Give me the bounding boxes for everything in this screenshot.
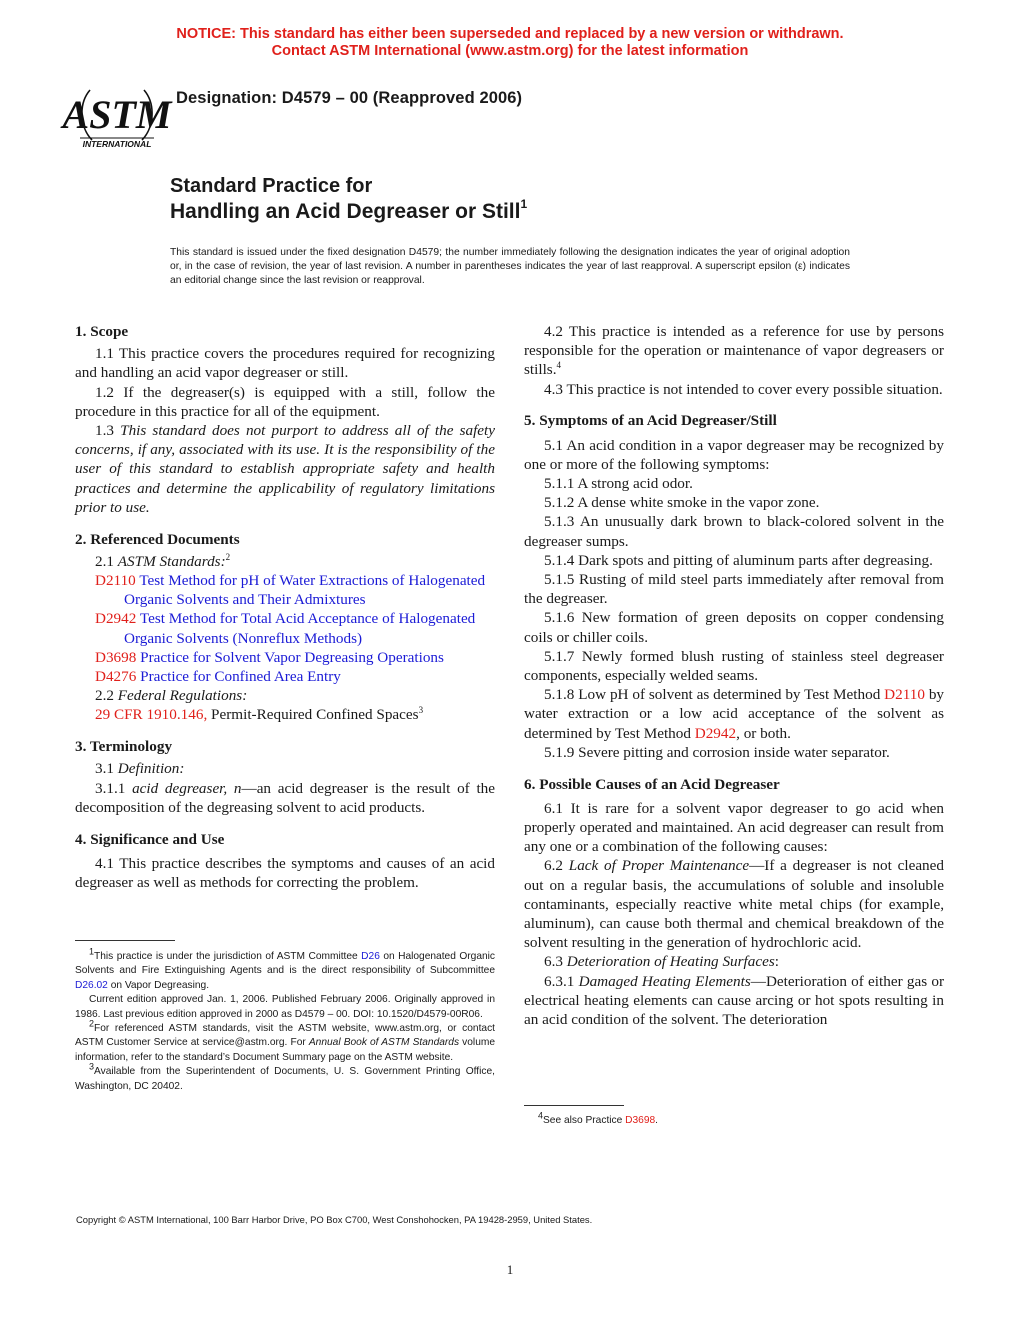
section-heading-terminology: 3. Terminology: [75, 738, 173, 756]
section-heading-symptoms: 5. Symptoms of an Acid Degreaser/Still: [524, 412, 777, 430]
para-3-1-text: Definition:: [117, 760, 185, 778]
svg-text:INTERNATIONAL: INTERNATIONAL: [82, 139, 152, 149]
para-2-2-text: Federal Regulations:: [117, 687, 248, 705]
designation-intro: This standard is issued under the fixed designation D4579; the number immediately following the designation indicates the year of original adoption or, in the case of revision, the year of last revision. A number in parentheses indicates the year of last reapproval. A superscript epsilon (ε) indicates an editorial change since the last revision or reapproval.: [170, 247, 850, 287]
para-3-1-num: 3.1: [95, 760, 118, 778]
notice-line-1: NOTICE: This standard has either been superseded and replaced by a new version or withdrawn.: [176, 26, 844, 42]
footnote-2-italic: Annual Book of ASTM Standards: [308, 1037, 460, 1049]
para-4-1: 4.1 This practice describes the symptoms and causes of an acid degreaser as well as methods for correcting the problem.: [75, 854, 495, 892]
regulation-title: Permit-Required Confined Spaces: [207, 706, 419, 724]
designation: Designation: D4579 – 00 (Reapproved 2006): [176, 89, 523, 107]
footnote-1-mark: 1: [89, 946, 95, 957]
footnote-4-text: See also Practice: [543, 1115, 626, 1126]
para-6-2-text: —If a degreaser is not cleaned out on a regular basis, the accumulations of soluble and insoluble contaminants, especially reactive white metal chips (for example, aluminum), can cause both thermal and chemical breakdown of the solvent resulting in the generation of hydrochloric acid.: [524, 857, 944, 952]
astm-logo-icon: [62, 76, 172, 150]
para-2-1-text: ASTM Standards:: [117, 552, 226, 570]
reference-code[interactable]: D2110: [95, 572, 136, 590]
section-heading-referenced-documents: 2. Referenced Documents: [75, 530, 240, 548]
copyright-line: Copyright © ASTM International, 100 Barr Harbor Drive, PO Box C700, West Conshohocken, PA 19428-2959, United States.: [76, 1214, 593, 1225]
reference-code[interactable]: D2942: [95, 610, 137, 628]
para-6-2: [524, 856, 944, 952]
footnote-divider: [524, 1105, 624, 1106]
document-title: Handling an Acid Degreaser or Still: [170, 200, 521, 223]
section-heading-significance: 4. Significance and Use: [75, 830, 225, 848]
committee-link[interactable]: D26: [361, 951, 380, 962]
para-5-1-3: 5.1.3 An unusually dark brown to black-colored solvent in the degreaser sumps.: [524, 513, 944, 550]
para-5-1-2: 5.1.2 A dense white smoke in the vapor zone.: [544, 494, 820, 512]
supersession-notice: [0, 26, 1020, 60]
para-6-3-title: Deterioration of Heating Surfaces: [566, 953, 775, 971]
footnote-1: [75, 946, 496, 993]
para-5-1-7: 5.1.7 Newly formed blush rusting of stainless steel degreaser components, especially welded seams.: [524, 647, 944, 685]
para-5-1-8-text: 5.1.8 Low pH of solvent as determined by Test Method: [544, 686, 885, 704]
para-1-3-num: 1.3: [95, 422, 121, 440]
para-5-1-1: 5.1.1 A strong acid odor.: [544, 475, 693, 493]
reference-title[interactable]: Test Method for Total Acid Acceptance of Halogenated Organic Solvents (Nonreflux Methods): [124, 610, 476, 647]
para-4-2: [524, 322, 944, 380]
para-5-1-8: [524, 685, 944, 743]
footnote-3-mark: 3: [89, 1061, 95, 1072]
svg-text:ASTM: ASTM: [62, 92, 172, 137]
para-3-1: [75, 759, 495, 778]
footnote-ref-3[interactable]: 3: [418, 705, 424, 716]
section-heading-scope: 1. Scope: [75, 323, 129, 340]
regulation-item[interactable]: [75, 705, 495, 724]
defined-term: acid degreaser, n: [132, 779, 242, 797]
para-6-3-1-num: 6.3.1: [544, 972, 579, 990]
page-number: 1: [506, 1262, 514, 1277]
footnote-4-end: .: [655, 1115, 658, 1126]
reference-item[interactable]: [75, 571, 495, 609]
reference-title[interactable]: Practice for Confined Area Entry: [140, 668, 341, 686]
left-footnotes: [75, 946, 496, 1094]
footnote-1-text: on Vapor Degreasing.: [107, 979, 210, 991]
para-1-3-text: This standard does not purport to address all of the safety concerns, if any, associated with its use. It is the responsibility of the user of this standard to establish appropriate safety and health practices and determine the applicability of regulatory limitations prior to use.: [75, 422, 496, 516]
footnote-ref-2[interactable]: 2: [225, 551, 231, 562]
footnote-divider: [75, 940, 175, 941]
para-6-2-title: Lack of Proper Maintenance: [568, 857, 750, 875]
definition-text: —an acid degreaser is the result of the decomposition of the degreasing solvent to acid products.: [75, 779, 495, 816]
para-5-1: 5.1 An acid condition in a vapor degreaser may be recognized by one or more of the following symptoms:: [524, 436, 944, 473]
para-5-1-9: 5.1.9 Severe pitting and corrosion inside water separator.: [544, 743, 890, 761]
title-line-2: [170, 199, 527, 224]
notice-line-2: Contact ASTM International (www.astm.org) for the latest information: [271, 43, 749, 59]
para-6-3-num: 6.3: [544, 953, 567, 971]
right-column: [524, 322, 944, 1029]
para-6-3-1-text: —Deterioration of either gas or electrical heating elements can cause arcing or hot spots resulting in an acid condition of the solvent. The deterioration: [524, 972, 945, 1029]
para-6-3: [524, 952, 944, 971]
para-5-1-4: 5.1.4 Dark spots and pitting of aluminum parts after degreasing.: [544, 551, 933, 569]
para-6-2-num: 6.2: [544, 857, 569, 875]
footnote-ref-4[interactable]: 4: [556, 360, 561, 371]
footnote-2: [75, 1018, 496, 1065]
para-6-1: 6.1 It is rare for a solvent vapor degreaser to go acid when properly operated and maintained. An acid degreaser can result from any one or a combination of the following causes:: [524, 799, 944, 856]
test-method-link[interactable]: D2110: [884, 686, 925, 704]
footnote-4: [524, 1110, 944, 1128]
para-5-1-6: 5.1.6 New formation of green deposits on copper condensing coils or chiller coils.: [524, 609, 944, 646]
para-5-1-8-text: , or both.: [736, 724, 791, 742]
reference-code[interactable]: D3698: [95, 648, 137, 666]
footnote-2-text: For referenced ASTM standards, visit the ASTM website, www.astm.org, or contact ASTM Customer Service at service@astm.org. For: [75, 1023, 495, 1049]
test-method-link[interactable]: D2942: [694, 724, 737, 742]
reference-title[interactable]: Practice for Solvent Vapor Degreasing Operations: [140, 648, 444, 666]
para-2-1: [75, 552, 495, 571]
reference-item[interactable]: [75, 667, 495, 686]
para-4-3: 4.3 This practice is not intended to cover every possible situation.: [544, 380, 943, 398]
para-2-2: [75, 686, 495, 705]
reference-code[interactable]: D4276: [95, 668, 137, 686]
reference-item[interactable]: [75, 648, 495, 667]
left-column: [75, 322, 495, 892]
title-footnote-mark[interactable]: 1: [520, 197, 528, 211]
title-line-1: Standard Practice for: [170, 175, 373, 197]
footnote-4-mark: 4: [538, 1110, 544, 1121]
right-footnotes: [524, 1110, 944, 1128]
para-6-3-1-title: Damaged Heating Elements: [578, 972, 751, 990]
footnote-1-text: This practice is under the jurisdiction of ASTM Committee: [94, 951, 362, 962]
para-1-3: [75, 421, 495, 517]
footnote-3-text: Available from the Superintendent of Documents, U. S. Government Printing Office, Washington, DC 20402.: [75, 1066, 495, 1092]
para-6-3-1: [524, 972, 944, 1030]
footnote-2-mark: 2: [89, 1018, 95, 1029]
reference-item[interactable]: [75, 609, 495, 647]
subcommittee-link[interactable]: D26.02: [75, 979, 108, 991]
footnote-edition: Current edition approved Jan. 1, 2006. Published February 2006. Originally approved in 1986. Last previous edition approved in 2000 as D4579 – 00. DOI: 10.1520/D4579-00R06.: [75, 994, 495, 1020]
para-3-1-1: [75, 779, 495, 817]
footnote-3: [75, 1061, 495, 1094]
regulation-code[interactable]: 29 CFR 1910.146,: [95, 706, 208, 724]
para-4-2-text: 4.2 This practice is intended as a reference for use by persons responsible for the operation or maintenance of vapor degreasers or stills.: [524, 323, 944, 379]
practice-link[interactable]: D3698: [625, 1115, 656, 1126]
footnote-1-text: on Halogenated Organic Solvents and Fire Extinguishing Agents and is the direct responsibility of Subcommittee: [75, 951, 496, 977]
footnote-2-text: volume information, refer to the standard’s Document Summary page on the ASTM website.: [75, 1037, 496, 1063]
reference-title[interactable]: Test Method for pH of Water Extractions of Halogenated Organic Solvents and Their Admixtures: [124, 572, 486, 609]
para-2-2-num: 2.2: [95, 687, 118, 705]
para-6-3-colon: :: [774, 953, 779, 971]
para-1-2: 1.2 If the degreaser(s) is equipped with a still, follow the procedure in this practice for all of the equipment.: [75, 383, 495, 420]
para-1-1: 1.1 This practice covers the procedures required for recognizing and handling an acid vapor degreaser or still.: [75, 345, 495, 382]
section-heading-causes: 6. Possible Causes of an Acid Degreaser: [524, 775, 780, 793]
para-5-1-8-text: by water extraction or a low acid acceptance of the solvent as determined by Test Method: [524, 686, 945, 742]
para-5-1-5: 5.1.5 Rusting of mild steel parts immediately after removal from the degreaser.: [524, 571, 944, 608]
para-2-1-num: 2.1: [95, 552, 118, 570]
para-3-1-1-num: 3.1.1: [95, 779, 133, 797]
